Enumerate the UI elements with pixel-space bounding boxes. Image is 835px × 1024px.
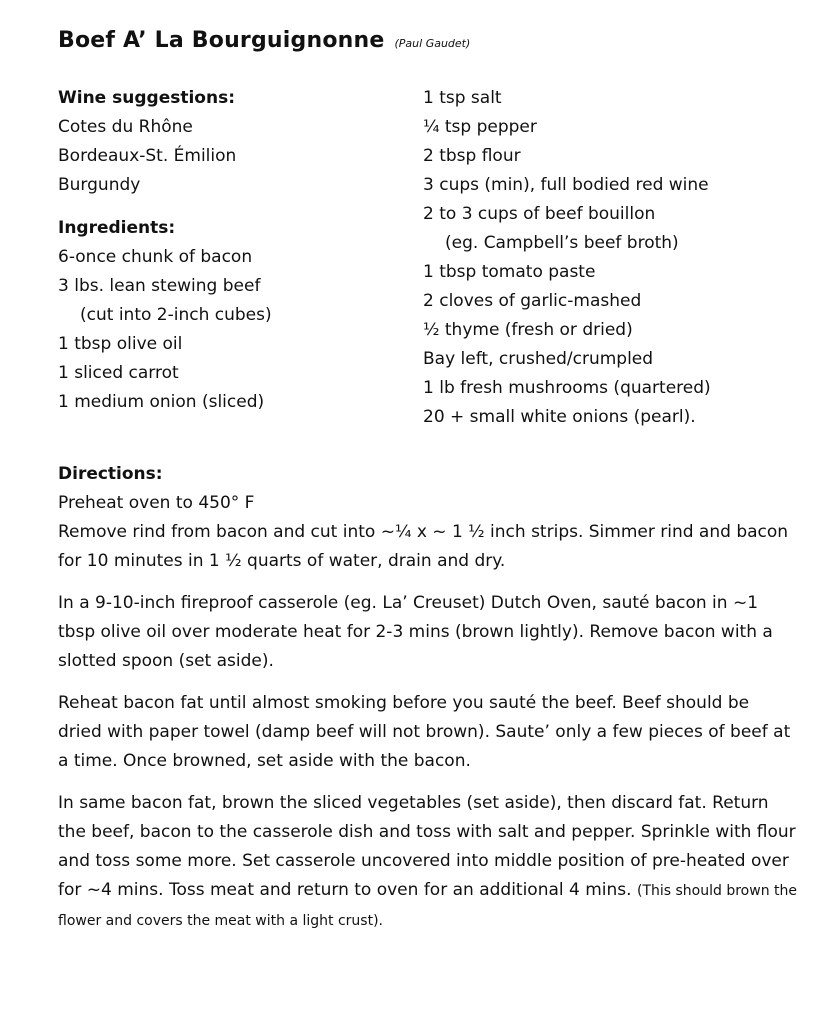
spacer — [58, 200, 398, 214]
ingredient-item: 1 tbsp olive oil — [58, 334, 183, 354]
recipe-title: Boef A’ La Bourguignonne — [58, 28, 385, 53]
wine-heading: Wine suggestions: — [58, 88, 235, 108]
directions-step-4 — [58, 789, 798, 936]
directions-step-2: In a 9-10-inch fireproof casserole (eg. La’ Creuset) Dutch Oven, sauté bacon in ~1 tbsp olive oil over moderate heat for 2-3 mins (brown lightly). Remove bacon with a slotted spoon (set aside). — [58, 593, 773, 671]
ingredient-item: 2 tbsp flour — [423, 146, 521, 166]
directions-heading: Directions: — [58, 464, 163, 484]
ingredient-item: 3 lbs. lean stewing beef — [58, 276, 261, 296]
wine-item: Burgundy — [58, 175, 141, 195]
ingredient-item: 3 cups (min), full bodied red wine — [423, 175, 709, 195]
recipe-author: (Paul Gaudet) — [394, 37, 471, 50]
ingredient-item: ½ thyme (fresh or dried) — [423, 320, 633, 340]
directions-step-1 — [58, 489, 798, 576]
directions-step-3: Reheat bacon fat until almost smoking before you sauté the beef. Beef should be dried with paper towel (damp beef will not brown). Saute’ only a few pieces of beef at a time. Once browned, set aside with the bacon. — [58, 693, 791, 771]
title-row — [58, 28, 470, 53]
ingredient-item: 2 to 3 cups of beef bouillon — [423, 204, 656, 224]
ingredient-item: 6-once chunk of bacon — [58, 247, 253, 267]
ingredient-item: 1 sliced carrot — [58, 363, 179, 383]
ingredient-item: (eg. Campbell’s beef broth) — [445, 233, 679, 253]
ingredient-item: (cut into 2-inch cubes) — [80, 305, 272, 325]
directions-text: In same bacon fat, brown the sliced vegetables (set aside), then discard fat. Return the beef, bacon to the casserole dish and toss with salt and pepper. Sprinkle with flour and toss some more. Set casserole uncovered into middle position of pre-heated over for ~4 mins. Toss meat and return to oven for an additional 4 mins. — [58, 793, 796, 900]
ingredient-item: Bay left, crushed/crumpled — [423, 349, 654, 369]
directions-note: (This should brown the flower and covers the meat with a light crust). — [58, 883, 797, 929]
ingredient-item: 2 cloves of garlic-mashed — [423, 291, 642, 311]
ingredients-heading: Ingredients: — [58, 218, 176, 238]
ingredient-item: 1 tsp salt — [423, 88, 502, 108]
wine-item: Cotes du Rhône — [58, 117, 193, 137]
ingredient-item: 1 lb fresh mushrooms (quartered) — [423, 378, 711, 398]
ingredient-item: 20 + small white onions (pearl). — [423, 407, 696, 427]
left-column — [58, 84, 398, 417]
directions-text: Preheat oven to 450° F — [58, 493, 255, 513]
right-column — [423, 84, 803, 432]
ingredient-item: 1 tbsp tomato paste — [423, 262, 596, 282]
directions-text: Remove rind from bacon and cut into ~¼ x ~ 1 ½ inch strips. Simmer rind and bacon for 10 minutes in 1 ½ quarts of water, drain and dry. — [58, 522, 789, 571]
wine-item: Bordeaux-St. Émilion — [58, 146, 237, 166]
ingredient-item: ¼ tsp pepper — [423, 117, 537, 137]
ingredient-item: 1 medium onion (sliced) — [58, 392, 265, 412]
directions-section — [58, 460, 798, 936]
